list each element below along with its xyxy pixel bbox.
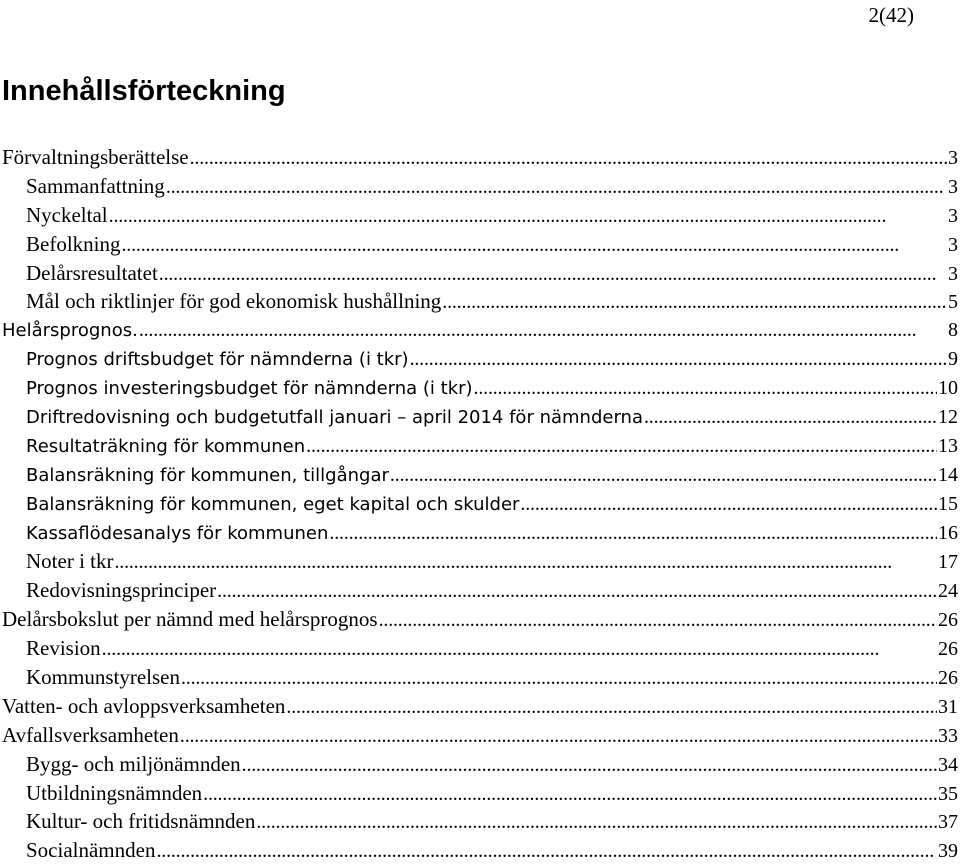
toc-entry-title: Nyckeltal (26, 202, 108, 227)
toc-entry-title: Delårsbokslut per nämnd med helårsprognos (2, 607, 378, 632)
toc-entry-page-number: 33 (938, 724, 958, 747)
toc-entry-page-number: 24 (938, 580, 958, 603)
toc-entry[interactable] (0, 576, 960, 605)
toc-entry-title: Kassaflödesanalys för kommunen (26, 522, 329, 544)
dot-leader (442, 288, 947, 316)
toc-entry-title: Prognos driftsbudget för nämnderna (i tkr) (26, 349, 409, 371)
toc-entry[interactable] (0, 374, 960, 403)
dot-leader (410, 345, 947, 374)
toc-entry[interactable] (0, 605, 960, 634)
toc-entry[interactable] (0, 403, 960, 432)
dot-leader (286, 693, 937, 721)
toc-entry[interactable] (0, 287, 960, 316)
toc-entry-page-number: 3 (948, 147, 958, 169)
page-title: Innehållsförteckning (2, 75, 286, 107)
dot-leader (122, 231, 948, 259)
toc-entry-title: Vatten- och avloppsverksamheten (2, 693, 286, 718)
toc-entry-page-number: 13 (938, 434, 958, 457)
toc-entry-page-number: 3 (948, 175, 958, 198)
toc-entry-page-number: 26 (938, 609, 958, 632)
toc-entry-title: Helårsprognos. (2, 320, 138, 342)
toc-entry-page-number: 3 (948, 204, 958, 227)
toc-entry[interactable] (0, 692, 960, 721)
toc-entry-title: Resultaträkning för kommunen (26, 435, 306, 457)
toc-entry-page-number: 3 (948, 262, 958, 285)
dot-leader (306, 432, 937, 461)
dot-leader (190, 144, 947, 172)
toc-entry-page-number: 5 (948, 291, 958, 314)
toc-entry-title: Balansräkning för kommunen, eget kapital och skulder (26, 493, 520, 515)
dot-leader (180, 722, 937, 750)
toc-entry-page-number: 39 (938, 840, 958, 863)
toc-entry-title: Befolkning (26, 231, 121, 256)
toc-entry-title: Noter i tkr (26, 549, 114, 574)
toc-entry-page-number: 15 (938, 492, 958, 515)
toc-entry-page-number: 35 (938, 782, 958, 805)
dot-leader (329, 519, 937, 548)
toc-entry[interactable] (0, 721, 960, 750)
dot-leader (203, 780, 937, 808)
dot-leader (242, 751, 937, 779)
toc-entry-page-number: 12 (938, 406, 958, 429)
toc-entry-page-number: 14 (938, 463, 958, 486)
toc-entry[interactable] (0, 230, 960, 259)
toc-entry-title: Avfallsverksamheten (2, 722, 179, 747)
dot-leader (159, 260, 947, 288)
toc-entry-title: Redovisningsprinciper (26, 578, 217, 603)
toc-entry-page-number: 26 (938, 667, 958, 690)
toc-entry[interactable] (0, 490, 960, 519)
toc-entry[interactable] (0, 201, 960, 230)
dot-leader (379, 606, 937, 634)
toc-entry-title: Kommunstyrelsen (26, 665, 180, 690)
toc-entry[interactable] (0, 663, 960, 692)
toc-entry-title: Revision (26, 636, 101, 661)
toc-entry-page-number: 16 (938, 521, 958, 544)
dot-leader (166, 173, 947, 201)
dot-leader (102, 635, 937, 663)
toc-entry[interactable] (0, 750, 960, 779)
toc-entry-page-number: 3 (948, 233, 958, 256)
toc-entry[interactable] (0, 172, 960, 201)
toc-entry-title: Balansräkning för kommunen, tillgångar (26, 464, 389, 486)
toc-entry[interactable] (0, 143, 960, 172)
toc-entry-title: Mål och riktlinjer för god ekonomisk hushållning (26, 289, 442, 314)
toc-entry[interactable] (0, 316, 960, 345)
dot-leader (390, 461, 937, 490)
toc-entry[interactable] (0, 461, 960, 490)
toc-entry[interactable] (0, 807, 960, 836)
toc-entry-title: Förvaltningsberättelse (2, 145, 189, 169)
dot-leader (474, 374, 937, 403)
dot-leader (644, 403, 937, 432)
dot-leader (520, 490, 937, 519)
dot-leader (156, 837, 937, 865)
toc-entry[interactable] (0, 345, 960, 374)
dot-leader (109, 202, 947, 230)
toc-entry-title: Utbildningsnämnden (26, 780, 203, 805)
toc-entry-page-number: 17 (938, 551, 958, 574)
toc-entry-title: Driftredovisning och budgetutfall januari – april 2014 för nämnderna (26, 407, 643, 429)
dot-leader (256, 808, 937, 836)
dot-leader (114, 548, 937, 576)
dot-leader (139, 316, 947, 345)
toc-entry-page-number: 8 (948, 319, 958, 342)
toc-entry-page-number: 9 (948, 348, 958, 371)
toc-entry-title: Sammanfattning (26, 173, 165, 198)
toc-entry-page-number: 37 (938, 811, 958, 834)
toc-entry[interactable] (0, 432, 960, 461)
page-number: 2(42) (868, 3, 914, 27)
toc-entry[interactable] (0, 547, 960, 576)
toc-entry-title: Socialnämnden (26, 838, 156, 863)
toc-entry-page-number: 31 (938, 695, 958, 718)
toc-entry-title: Prognos investeringsbudget för nämnderna (i tkr) (26, 378, 473, 400)
toc-entry[interactable] (0, 836, 960, 865)
toc-entry-title: Delårsresultatet (26, 260, 158, 285)
toc-entry-page-number: 26 (938, 638, 958, 661)
toc-entry-page-number: 10 (938, 377, 958, 400)
table-of-contents (0, 143, 960, 865)
toc-entry[interactable] (0, 259, 960, 288)
toc-entry-title: Bygg- och miljönämnden (26, 751, 241, 776)
toc-entry[interactable] (0, 634, 960, 663)
dot-leader (217, 577, 937, 605)
dot-leader (181, 664, 937, 692)
toc-entry[interactable] (0, 519, 960, 548)
toc-entry[interactable] (0, 779, 960, 808)
toc-entry-page-number: 34 (938, 753, 958, 776)
toc-entry-title: Kultur- och fritidsnämnden (26, 809, 256, 834)
